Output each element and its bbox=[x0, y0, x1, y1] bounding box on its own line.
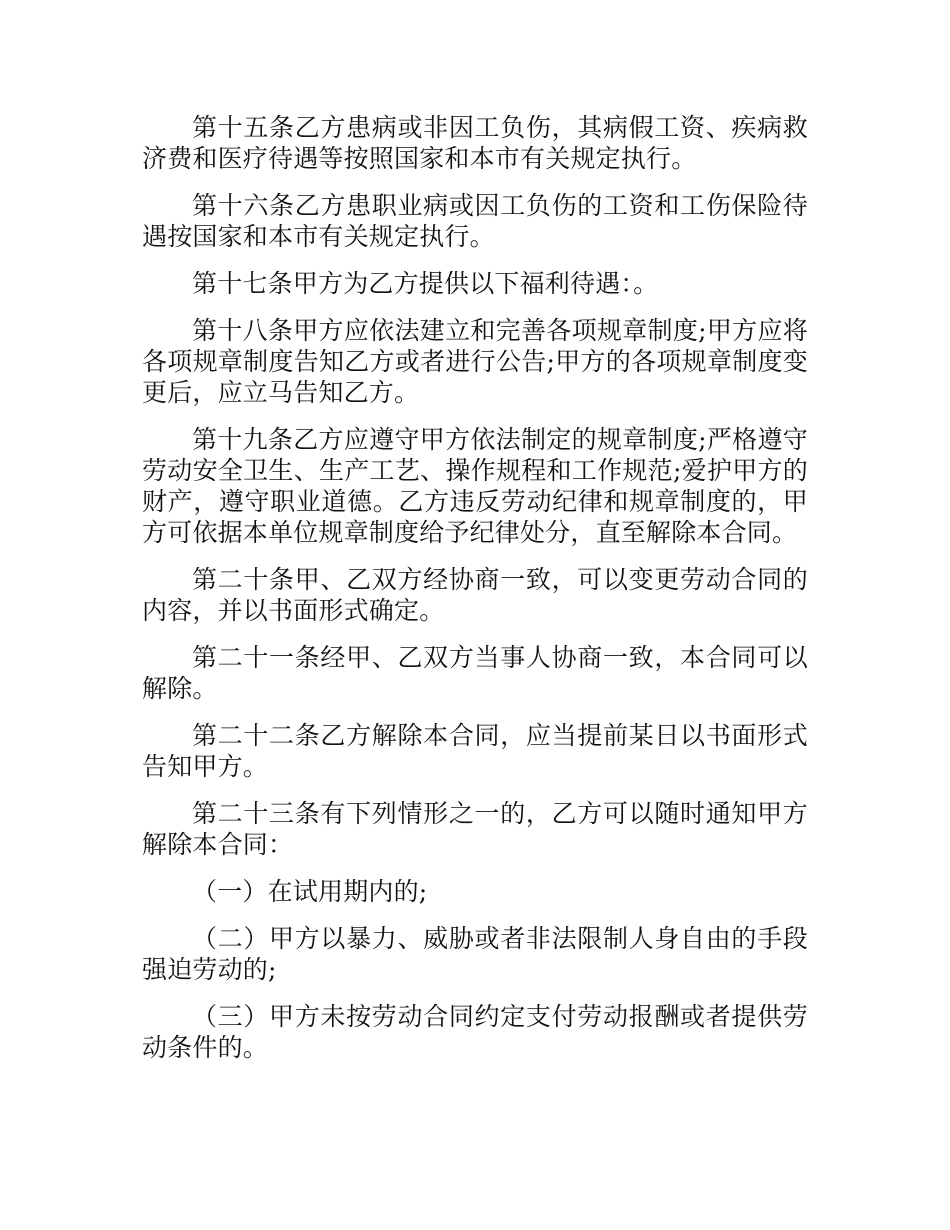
document-body bbox=[142, 112, 808, 1079]
article-20-paragraph: 第二十条甲、乙双方经协商一致，可以变更劳动合同的内容，并以书面形式确定。 bbox=[142, 565, 808, 625]
article-21-paragraph: 第二十一条经甲、乙双方当事人协商一致，本合同可以解除。 bbox=[142, 643, 808, 703]
article-22-paragraph: 第二十二条乙方解除本合同，应当提前某日以书面形式告知甲方。 bbox=[142, 721, 808, 781]
article-23-paragraph: 第二十三条有下列情形之一的，乙方可以随时通知甲方解除本合同： bbox=[142, 799, 808, 859]
article-23-item-1: （一）在试用期内的; bbox=[192, 877, 428, 906]
article-19-paragraph: 第十九条乙方应遵守甲方依法制定的规章制度;严格遵守劳动安全卫生、生产工艺、操作规程和工作规范;爱护甲方的财产，遵守职业道德。乙方违反劳动纪律和规章制度的，甲方可依据本单位规章制度给予纪律处分，直至解除本合同。 bbox=[142, 425, 808, 547]
article-15-paragraph: 第十五条乙方患病或非因工负伤，其病假工资、疾病救济费和医疗待遇等按照国家和本市有关规定执行。 bbox=[142, 113, 808, 173]
article-18-paragraph: 第十八条甲方应依法建立和完善各项规章制度;甲方应将各项规章制度告知乙方或者进行公告;甲方的各项规章制度变更后，应立马告知乙方。 bbox=[142, 316, 808, 407]
article-23-item-2: （二）甲方以暴力、威胁或者非法限制人身自由的手段强迫劳动的; bbox=[142, 924, 808, 984]
article-17-paragraph: 第十七条甲方为乙方提供以下福利待遇：。 bbox=[192, 269, 659, 298]
article-16-paragraph: 第十六条乙方患职业病或因工负伤的工资和工伤保险待遇按国家和本市有关规定执行。 bbox=[142, 191, 808, 251]
article-23-item-3: （三）甲方未按劳动合同约定支付劳动报酬或者提供劳动条件的。 bbox=[142, 1002, 808, 1062]
